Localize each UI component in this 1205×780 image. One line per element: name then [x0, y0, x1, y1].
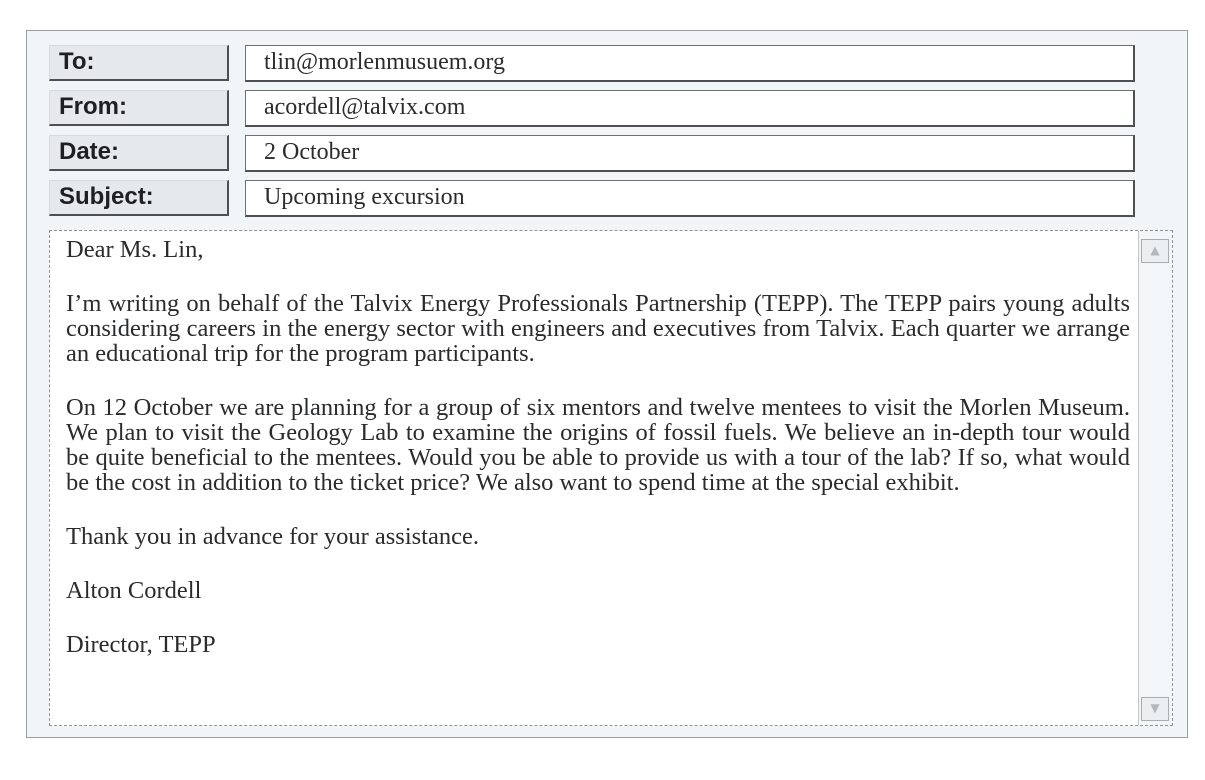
date-row [49, 135, 1135, 172]
vertical-scrollbar[interactable] [1138, 231, 1172, 725]
from-label: From: [49, 90, 229, 126]
to-label: To: [49, 45, 229, 81]
scroll-up-button[interactable] [1141, 239, 1169, 263]
to-field[interactable]: tlin@morlenmusuem.org [245, 45, 1135, 82]
greeting: Dear Ms. Lin, [66, 236, 204, 263]
from-row [49, 90, 1135, 127]
signature-name: Alton Cordell [66, 577, 202, 604]
scroll-down-arrow-icon: ▼ [1150, 701, 1160, 715]
to-row [49, 45, 1135, 82]
date-label: Date: [49, 135, 229, 171]
scroll-down-button[interactable] [1141, 697, 1169, 721]
signature-title: Director, TEPP [66, 631, 216, 658]
subject-field[interactable]: Upcoming excursion [245, 180, 1135, 217]
subject-row [49, 180, 1135, 217]
from-field[interactable]: acordell@talvix.com [245, 90, 1135, 127]
subject-label: Subject: [49, 180, 229, 216]
paragraph-request: On 12 October we are planning for a group of six mentors and twelve mentees to visit the Morlen Museum. We plan to visit the Geology Lab to examine the origins of fossil fuels. We believe an in-depth tour would be quite beneficial to the mentees. Would you be able to provide us with a tour of the lab? If so, what would be the cost in addition to the ticket price? We also want to spend time at the special exhibit. [66, 394, 1130, 496]
paragraph-intro: I’m writing on behalf of the Talvix Energy Professionals Partnership (TEPP). The TEPP pairs young adults considering careers in the energy sector with engineers and executives from Talvix. Each quarter we arrange an educational trip for the program participants. [66, 290, 1130, 367]
paragraph-thanks: Thank you in advance for your assistance. [66, 523, 479, 550]
message-body[interactable] [49, 230, 1173, 726]
message-text [66, 237, 1130, 686]
scroll-up-arrow-icon: ▲ [1150, 243, 1160, 257]
email-window [26, 30, 1188, 738]
date-field[interactable]: 2 October [245, 135, 1135, 172]
